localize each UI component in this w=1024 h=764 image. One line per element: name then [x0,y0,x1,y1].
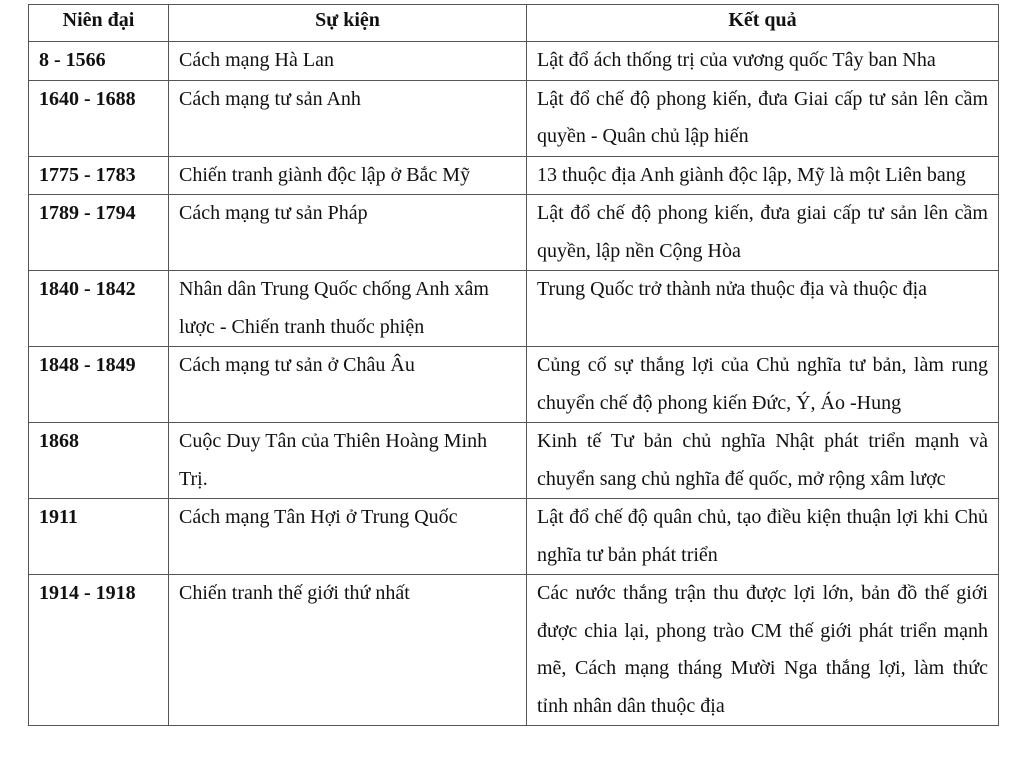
table-row [29,80,999,156]
row-result: Lật đổ chế độ phong kiến, đưa Giai cấp tư sản lên cầm quyền - Quân chủ lập hiến [527,80,999,156]
table-row [29,499,999,575]
row-event: Nhân dân Trung Quốc chống Anh xâm lược - Chiến tranh thuốc phiện [169,271,527,347]
table-row [29,423,999,499]
row-event: Cách mạng Hà Lan [169,42,527,81]
row-event: Cách mạng Tân Hợi ở Trung Quốc [169,499,527,575]
row-year: 1775 - 1783 [29,156,169,195]
row-year: 1640 - 1688 [29,80,169,156]
header-result: Kết quả [527,5,999,42]
row-event: Cách mạng tư sản ở Châu Âu [169,347,527,423]
row-year: 1840 - 1842 [29,271,169,347]
table-header-row [29,5,999,42]
row-result: 13 thuộc địa Anh giành độc lập, Mỹ là một Liên bang [527,156,999,195]
row-year: 1789 - 1794 [29,195,169,271]
row-result: Lật đổ ách thống trị của vương quốc Tây ban Nha [527,42,999,81]
row-result: Lật đổ chế độ phong kiến, đưa giai cấp tư sản lên cầm quyền, lập nền Cộng Hòa [527,195,999,271]
table-row [29,42,999,81]
row-result: Lật đổ chế độ quân chủ, tạo điều kiện thuận lợi khi Chủ nghĩa tư bản phát triển [527,499,999,575]
row-event: Cuộc Duy Tân của Thiên Hoàng Minh Trị. [169,423,527,499]
row-result: Kinh tế Tư bản chủ nghĩa Nhật phát triển mạnh và chuyển sang chủ nghĩa đế quốc, mở rộng xâm lược [527,423,999,499]
row-event: Chiến tranh thế giới thứ nhất [169,575,527,726]
row-year: 8 - 1566 [29,42,169,81]
row-year: 1848 - 1849 [29,347,169,423]
table-row [29,347,999,423]
row-result: Trung Quốc trở thành nửa thuộc địa và thuộc địa [527,271,999,347]
table-row [29,271,999,347]
row-result: Củng cố sự thắng lợi của Chủ nghĩa tư bản, làm rung chuyển chế độ phong kiến Đức, Ý, Áo -Hung [527,347,999,423]
table-row [29,156,999,195]
row-year: 1868 [29,423,169,499]
row-year: 1914 - 1918 [29,575,169,726]
row-event: Cách mạng tư sản Anh [169,80,527,156]
history-events-table [28,4,999,726]
table-row [29,195,999,271]
row-result: Các nước thắng trận thu được lợi lớn, bản đồ thế giới được chia lại, phong trào CM thế giới phát triển mạnh mẽ, Cách mạng tháng Mười Nga thắng lợi, làm thức tỉnh nhân dân thuộc địa [527,575,999,726]
row-year: 1911 [29,499,169,575]
table-row [29,575,999,726]
header-year: Niên đại [29,5,169,42]
header-event: Sự kiện [169,5,527,42]
row-event: Cách mạng tư sản Pháp [169,195,527,271]
row-event: Chiến tranh giành độc lập ở Bắc Mỹ [169,156,527,195]
